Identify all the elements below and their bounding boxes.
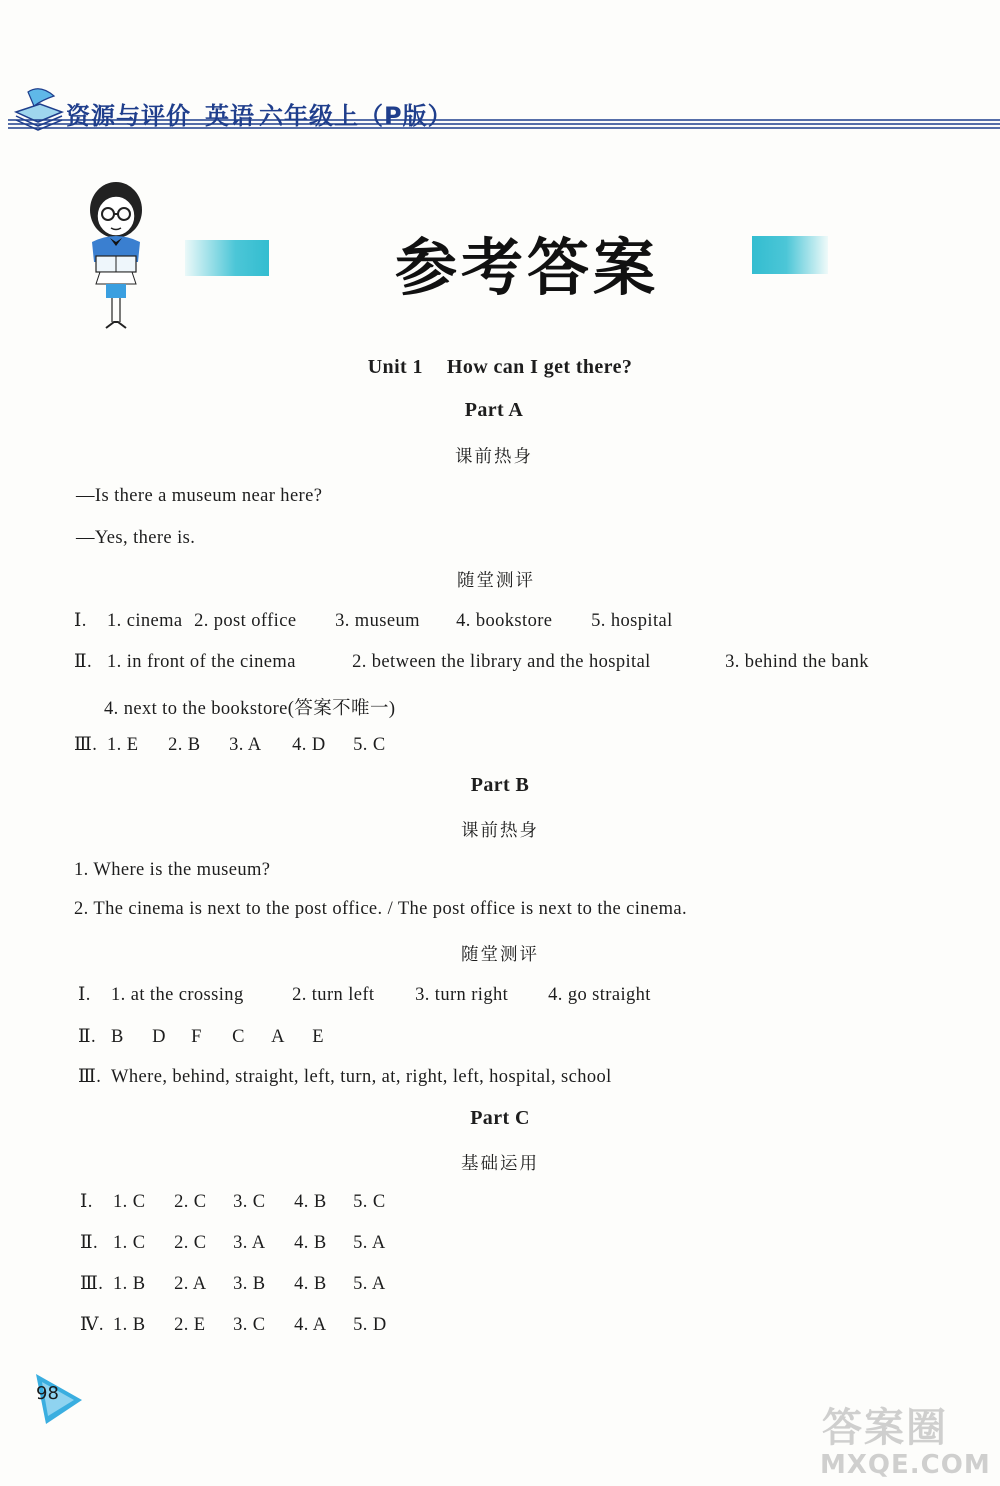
title-bar-left (185, 240, 269, 276)
answer-item: 3. turn right (415, 985, 509, 1005)
part-a-warmup-title: 课前热身 (455, 447, 533, 467)
part-a-heading: Part A (464, 399, 524, 421)
part-a-warmup-line: —Yes, there is. (76, 528, 196, 548)
part-b-warmup-line: 2. The cinema is next to the post office. / The post office is next to the cinema. (74, 899, 688, 919)
answer-item: C (232, 1027, 245, 1047)
answer-item: 2. post office (194, 611, 297, 631)
part-c-basic-title: 基础运用 (461, 1154, 539, 1174)
part-b-section-1 (78, 984, 651, 1006)
part-c-section-2 (80, 1232, 386, 1254)
watermark-url: MXQE.COM (820, 1450, 991, 1480)
answer-item: 3. C (233, 1315, 266, 1335)
answer-item: 1. in front of the cinema (107, 652, 296, 672)
part-c-section-1 (80, 1191, 386, 1213)
part-a-warmup-line: —Is there a museum near here? (76, 486, 323, 506)
part-b-heading: Part B (470, 774, 530, 796)
answer-item: B (111, 1027, 124, 1047)
part-c-section-3 (80, 1273, 386, 1295)
answer-item: 1. C (113, 1192, 146, 1212)
title-bar-right (752, 236, 828, 274)
answer-item: F (191, 1027, 202, 1047)
answer-item: 2. turn left (292, 985, 375, 1005)
unit-name: How can I get there? (446, 356, 633, 378)
answer-item: 3. A (233, 1233, 266, 1253)
roman-numeral: Ⅰ. (74, 611, 87, 631)
header-edition: （P版） (359, 102, 453, 130)
answer-item: 2. C (174, 1192, 207, 1212)
roman-numeral: Ⅰ. (78, 985, 91, 1005)
answer-item: 2. B (168, 735, 201, 755)
answer-item: 3. B (233, 1274, 266, 1294)
part-a-test-title: 随堂测评 (457, 571, 535, 591)
answer-text: Where, behind, straight, left, turn, at, right, left, hospital, school (111, 1067, 612, 1087)
part-a-section-2 (74, 651, 869, 673)
answer-item: 5. C (353, 1192, 386, 1212)
answer-item: 5. A (353, 1233, 386, 1253)
answer-item: 2. E (174, 1315, 206, 1335)
roman-numeral: Ⅳ. (80, 1315, 104, 1335)
part-a-section-3 (74, 734, 386, 756)
part-b-warmup-line: 1. Where is the museum? (74, 860, 271, 880)
answer-item: 1. C (113, 1233, 146, 1253)
answer-item: 2. between the library and the hospital (352, 652, 651, 672)
answer-item: 5. hospital (591, 611, 673, 631)
answer-item: 4. go straight (548, 985, 651, 1005)
answer-item: 5. A (353, 1274, 386, 1294)
header-series: 资源与评价 (66, 102, 191, 130)
unit-label: Unit 1 (367, 356, 423, 378)
answer-item: A (271, 1027, 285, 1047)
answer-item: 3. museum (335, 611, 420, 631)
page-number: 98 (36, 1383, 59, 1404)
header-subject: 英语 (205, 102, 255, 130)
page-title: 参考答案 (395, 231, 660, 304)
answer-item: 4. B (294, 1274, 327, 1294)
answer-item: 1. B (113, 1274, 146, 1294)
answer-item: 4. A (294, 1315, 327, 1335)
roman-numeral: Ⅰ. (80, 1192, 93, 1212)
roman-numeral: Ⅲ. (78, 1067, 102, 1087)
answer-item: 1. cinema (107, 611, 183, 631)
answer-item: 1. B (113, 1315, 146, 1335)
answer-item: 2. A (174, 1274, 207, 1294)
part-b-warmup-title: 课前热身 (461, 821, 539, 841)
roman-numeral: Ⅱ. (80, 1233, 98, 1253)
header-rule (8, 117, 1000, 131)
part-a-section-1 (74, 610, 673, 632)
answer-item: 3. A (229, 735, 262, 755)
answer-item: 1. E (107, 735, 139, 755)
answer-item: E (312, 1027, 324, 1047)
part-a-section-2-cont: 4. next to the bookstore(答案不唯一) (104, 699, 396, 719)
girl-reading-illustration (76, 180, 156, 336)
answer-item: 4. B (294, 1192, 327, 1212)
part-b-section-3 (78, 1066, 612, 1088)
answer-item: 4. B (294, 1233, 327, 1253)
roman-numeral: Ⅲ. (80, 1274, 104, 1294)
part-b-section-2 (78, 1026, 324, 1048)
roman-numeral: Ⅱ. (74, 652, 92, 672)
answer-item: 4. D (292, 735, 326, 755)
answer-item: D (152, 1027, 166, 1047)
answer-item: 3. behind the bank (725, 652, 869, 672)
part-c-heading: Part C (470, 1107, 530, 1129)
answer-item: 1. at the crossing (111, 985, 244, 1005)
watermark-logo: 答案圈 (822, 1405, 948, 1451)
part-b-test-title: 随堂测评 (461, 945, 539, 965)
roman-numeral: Ⅲ. (74, 735, 98, 755)
answer-item: 5. C (353, 735, 386, 755)
roman-numeral: Ⅱ. (78, 1027, 96, 1047)
answer-item: 3. C (233, 1192, 266, 1212)
answer-item: 5. D (353, 1315, 387, 1335)
header-grade: 六年级上 (259, 102, 359, 130)
unit-heading (0, 356, 1000, 379)
answer-item: 2. C (174, 1233, 207, 1253)
answer-item: 4. bookstore (456, 611, 553, 631)
part-c-section-4 (80, 1314, 387, 1336)
